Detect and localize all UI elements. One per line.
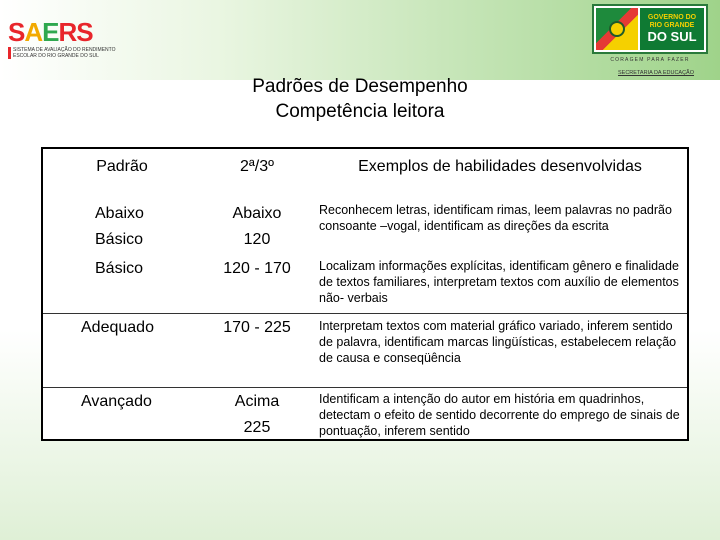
level-cell	[43, 314, 201, 387]
range-line1: 120 - 170	[223, 260, 291, 277]
level-cell	[43, 388, 201, 439]
table-header-row	[43, 149, 687, 197]
saers-letter: E	[42, 17, 59, 47]
performance-table	[41, 147, 689, 441]
table-row	[43, 197, 687, 255]
saers-letter: S	[8, 17, 25, 47]
flag-icon	[596, 8, 638, 50]
level-line1: Avançado	[81, 393, 152, 410]
description-cell: Reconhecem letras, identificam rimas, leem palavras no padrão consoante –vogal, identificam as direções da escrita	[319, 203, 672, 233]
range-cell	[201, 255, 313, 313]
saers-letter: A	[24, 17, 43, 47]
gov-line1: GOVERNO DO	[647, 14, 697, 21]
table-row	[43, 255, 687, 313]
saers-wordmark	[8, 17, 120, 47]
saers-letter: S	[76, 17, 93, 47]
page-title: Padrões de Desempenho	[252, 76, 468, 97]
range-cell	[201, 388, 313, 439]
gov-line3: DO SUL	[647, 29, 697, 44]
range-cell	[201, 314, 313, 387]
level-line1: Adequado	[81, 319, 154, 336]
range-line1: Acima	[234, 393, 280, 410]
page-subtitle: Competência leitora	[275, 101, 445, 122]
seal-icon	[609, 21, 625, 37]
saers-logo	[8, 17, 120, 64]
level-line2: Básico	[95, 231, 144, 248]
level-line1: Abaixo	[95, 205, 144, 222]
header-level: Padrão	[96, 158, 148, 175]
government-logo	[592, 4, 712, 66]
range-line2: 225	[243, 419, 271, 436]
range-cell	[201, 197, 313, 255]
government-logo-text	[640, 8, 704, 50]
level-cell	[43, 197, 201, 255]
level-cell	[43, 255, 201, 313]
saers-subtitle	[8, 47, 120, 59]
table-row	[43, 387, 687, 439]
range-line1: 170 - 225	[223, 319, 291, 336]
government-logo-box	[592, 4, 708, 54]
description-cell: Identificam a intenção do autor em história em quadrinhos, detectam o efeito de sentido decorrente do emprego de sinais de pontuação, inferem sentido	[319, 392, 680, 438]
level-line1: Básico	[95, 260, 144, 277]
saers-letter: R	[58, 17, 77, 47]
description-cell: Interpretam textos com material gráfico variado, inferem sentido de palavra, identificam marcas lingüísticas, estabelecem relação de causa e conseqüência	[319, 319, 677, 365]
range-line1: Abaixo	[232, 205, 282, 222]
header-examples: Exemplos de habilidades desenvolvidas	[358, 158, 642, 175]
description-cell: Localizam informações explícitas, identificam gênero e finalidade de textos familiares, interpretam textos com auxílio de elementos não- verbais	[319, 259, 679, 305]
table-row	[43, 313, 687, 387]
range-line2: 120	[243, 231, 271, 248]
header-range: 2ª/3º	[239, 158, 274, 175]
saers-subtitle-line2: ESCOLAR DO RIO GRANDE DO SUL	[13, 53, 99, 59]
saers-subtitle-line1: SISTEMA DE AVALIAÇÃO DO RENDIMENTO	[13, 47, 116, 53]
gov-line2: RIO GRANDE	[649, 22, 695, 29]
secretaria-label: SECRETARIA DA EDUCAÇÃO	[618, 70, 694, 76]
gov-motto: CORAGEM PARA FAZER	[610, 57, 690, 63]
